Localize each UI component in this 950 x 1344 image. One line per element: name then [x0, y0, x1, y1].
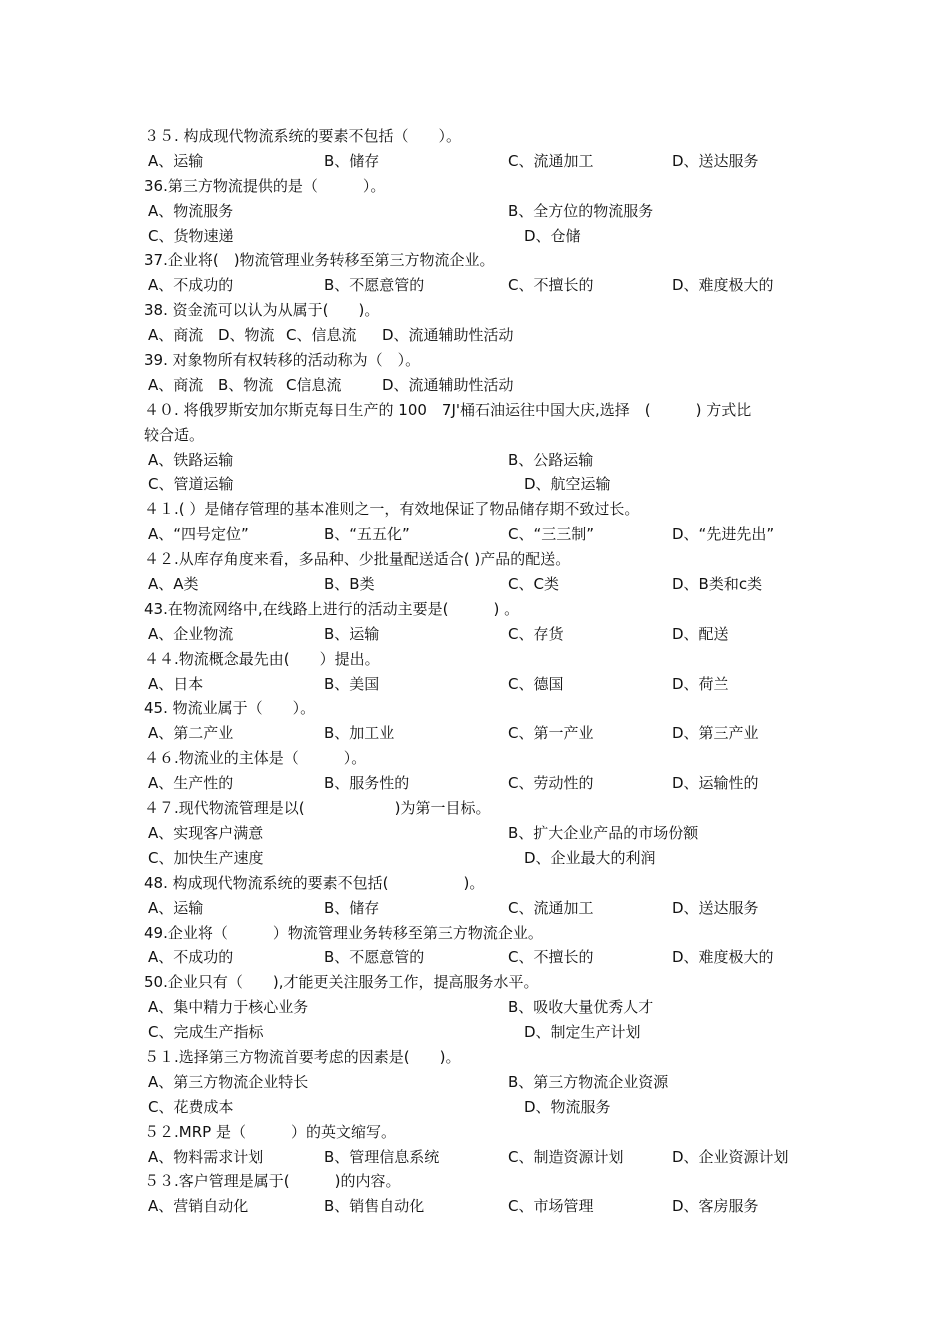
- option-b: B、运输: [324, 624, 380, 643]
- option-a: A、物流服务: [148, 201, 234, 220]
- option-c: C、信息流: [286, 326, 357, 345]
- question-stem: [144, 597, 824, 622]
- option-d: D、流通辅助性活动: [382, 326, 514, 345]
- option-c: C、制造资源计划: [508, 1147, 624, 1166]
- option-b: B、储存: [324, 151, 380, 170]
- question-stem: [144, 497, 824, 522]
- option-row: [144, 522, 824, 547]
- option-row: [144, 622, 824, 647]
- option-b: B、物流: [218, 375, 274, 394]
- option-c: C、存货: [508, 624, 564, 643]
- question-stem: [144, 746, 824, 771]
- option-d: D、运输性的: [672, 774, 759, 793]
- option-a: A、第二产业: [148, 724, 234, 743]
- option-c: C、花费成本: [148, 1097, 234, 1116]
- option-a: A、不成功的: [148, 948, 234, 967]
- option-b: B、不愿意管的: [324, 276, 425, 295]
- option-d: D、第三产业: [672, 724, 759, 743]
- option-row: [144, 224, 824, 249]
- question-text: 50.企业只有（ ),才能更关注服务工作，提高服务水平。: [144, 973, 539, 992]
- option-a: A、实现客户满意: [148, 823, 264, 842]
- option-row: [144, 1020, 824, 1045]
- option-row: [144, 1095, 824, 1120]
- question-text: ４４.物流概念最先由( ）提出。: [144, 649, 380, 668]
- option-row: [144, 1194, 824, 1219]
- option-c: C、第一产业: [508, 724, 594, 743]
- question-stem: [144, 398, 824, 423]
- question-text-continued: 较合适。: [144, 425, 205, 444]
- question-text: ５３.客户管理是属于( )的内容。: [144, 1172, 401, 1191]
- option-d: D、B类和c类: [672, 575, 763, 594]
- option-b: D、物流: [218, 326, 275, 345]
- option-row: [144, 1070, 824, 1095]
- option-d: D、“先进先出”: [672, 525, 775, 544]
- option-a: A、铁路运输: [148, 450, 234, 469]
- option-d: D、难度极大的: [672, 276, 774, 295]
- question-stem: [144, 174, 824, 199]
- option-row: [144, 721, 824, 746]
- question-stem: [144, 547, 824, 572]
- option-c: C、完成生产指标: [148, 1023, 264, 1042]
- question-stem: [144, 796, 824, 821]
- option-c: C、货物速递: [148, 226, 234, 245]
- option-c: C、劳动性的: [508, 774, 594, 793]
- option-row: [144, 995, 824, 1020]
- option-b: B、第三方物流企业资源: [508, 1072, 669, 1091]
- option-d: D、仓储: [524, 226, 581, 245]
- question-text: ４１.( ）是储存管理的基本准则之一，有效地保证了物品储存期不致过长。: [144, 500, 640, 519]
- option-d: D、企业最大的利润: [524, 848, 656, 867]
- question-text: 39. 对象物所有权转移的活动称为（ ）。: [144, 351, 421, 370]
- option-b: B、服务性的: [324, 774, 410, 793]
- question-text: 49.企业将（ ）物流管理业务转移至第三方物流企业。: [144, 923, 543, 942]
- question-text: ５２.MRP 是（ ）的英文缩写。: [144, 1122, 396, 1141]
- option-d: D、流通辅助性活动: [382, 375, 514, 394]
- option-c: C、不擅长的: [508, 948, 594, 967]
- option-d: D、航空运输: [524, 475, 611, 494]
- question-text: ４２.从库存角度来看，多品种、少批量配送适合( )产品的配送。: [144, 550, 571, 569]
- option-d: D、送达服务: [672, 898, 759, 917]
- question-stem: [144, 970, 824, 995]
- question-stem: [144, 871, 824, 896]
- option-row: [144, 149, 824, 174]
- option-b: B、管理信息系统: [324, 1147, 440, 1166]
- option-b: B、全方位的物流服务: [508, 201, 654, 220]
- option-d: D、客房服务: [672, 1197, 759, 1216]
- option-b: B、加工业: [324, 724, 395, 743]
- question-stem: [144, 298, 824, 323]
- option-a: A、集中精力于核心业务: [148, 998, 309, 1017]
- option-d: D、荷兰: [672, 674, 729, 693]
- option-row: [144, 472, 824, 497]
- option-b: B、“五五化”: [324, 525, 410, 544]
- option-a: A、企业物流: [148, 624, 234, 643]
- option-b: B、不愿意管的: [324, 948, 425, 967]
- question-text: ５１.选择第三方物流首要考虑的因素是( )。: [144, 1047, 461, 1066]
- option-c: C、流通加工: [508, 898, 594, 917]
- option-a: A、日本: [148, 674, 204, 693]
- question-text: 38. 资金流可以认为从属于( )。: [144, 301, 380, 320]
- option-b: B、公路运输: [508, 450, 594, 469]
- option-a: A、生产性的: [148, 774, 234, 793]
- option-a: A、A类: [148, 575, 199, 594]
- option-row: [144, 896, 824, 921]
- option-row: [144, 572, 824, 597]
- option-c: C、加快生产速度: [148, 848, 264, 867]
- option-c: C、德国: [508, 674, 564, 693]
- option-a: A、不成功的: [148, 276, 234, 295]
- question-stem: [144, 696, 824, 721]
- question-stem: [144, 1045, 824, 1070]
- option-b: B、销售自动化: [324, 1197, 425, 1216]
- option-row: [144, 672, 824, 697]
- option-b: B、美国: [324, 674, 380, 693]
- option-c: C、流通加工: [508, 151, 594, 170]
- option-c: C、C类: [508, 575, 559, 594]
- question-text: 45. 物流业属于（ ）。: [144, 699, 316, 718]
- question-stem: [144, 1169, 824, 1194]
- question-stem: [144, 1120, 824, 1145]
- option-row: [144, 373, 824, 398]
- option-c: C、市场管理: [508, 1197, 594, 1216]
- question-text: ４６.物流业的主体是（ ）。: [144, 749, 367, 768]
- option-row: [144, 1145, 824, 1170]
- option-d: D、企业资源计划: [672, 1147, 789, 1166]
- question-stem: [144, 647, 824, 672]
- option-b: B、B类: [324, 575, 375, 594]
- option-row: [144, 945, 824, 970]
- option-row: [144, 199, 824, 224]
- option-row: [144, 323, 824, 348]
- option-a: A、商流: [148, 375, 204, 394]
- question-stem: [144, 921, 824, 946]
- question-text: 43.在物流网络中,在线路上进行的活动主要是( ) 。: [144, 599, 520, 618]
- option-c: C、不擅长的: [508, 276, 594, 295]
- option-a: A、商流: [148, 326, 204, 345]
- option-row: [144, 273, 824, 298]
- question-text: 37.企业将( )物流管理业务转移至第三方物流企业。: [144, 251, 495, 270]
- option-b: B、吸收大量优秀人才: [508, 998, 654, 1017]
- option-c: C、管道运输: [148, 475, 234, 494]
- option-row: [144, 771, 824, 796]
- option-a: A、第三方物流企业特长: [148, 1072, 309, 1091]
- option-d: D、配送: [672, 624, 729, 643]
- option-row: [144, 448, 824, 473]
- option-a: A、“四号定位”: [148, 525, 249, 544]
- option-b: B、扩大企业产品的市场份额: [508, 823, 699, 842]
- option-row: [144, 821, 824, 846]
- question-stem-continued: [144, 423, 824, 448]
- option-c: C、“三三制”: [508, 525, 595, 544]
- option-b: B、储存: [324, 898, 380, 917]
- question-text: 48. 构成现代物流系统的要素不包括( )。: [144, 873, 485, 892]
- option-d: D、难度极大的: [672, 948, 774, 967]
- option-a: A、运输: [148, 898, 204, 917]
- question-stem: [144, 124, 824, 149]
- option-d: D、物流服务: [524, 1097, 611, 1116]
- option-row: [144, 846, 824, 871]
- option-a: A、营销自动化: [148, 1197, 249, 1216]
- option-c: C信息流: [286, 375, 342, 394]
- question-list: [144, 124, 824, 1219]
- option-d: D、送达服务: [672, 151, 759, 170]
- question-stem: [144, 248, 824, 273]
- option-d: D、制定生产计划: [524, 1023, 641, 1042]
- question-text: 36.第三方物流提供的是（ ）。: [144, 176, 386, 195]
- question-stem: [144, 348, 824, 373]
- question-text: ３５. 构成现代物流系统的要素不包括（ ）。: [144, 127, 462, 145]
- question-text: ４０. 将俄罗斯安加尔斯克每日生产的 100 7J'桶石油运往中国大庆,选择 ( ) 方式比: [144, 400, 752, 419]
- option-a: A、运输: [148, 151, 204, 170]
- question-text: ４７.现代物流管理是以( )为第一目标。: [144, 799, 491, 818]
- option-a: A、物料需求计划: [148, 1147, 264, 1166]
